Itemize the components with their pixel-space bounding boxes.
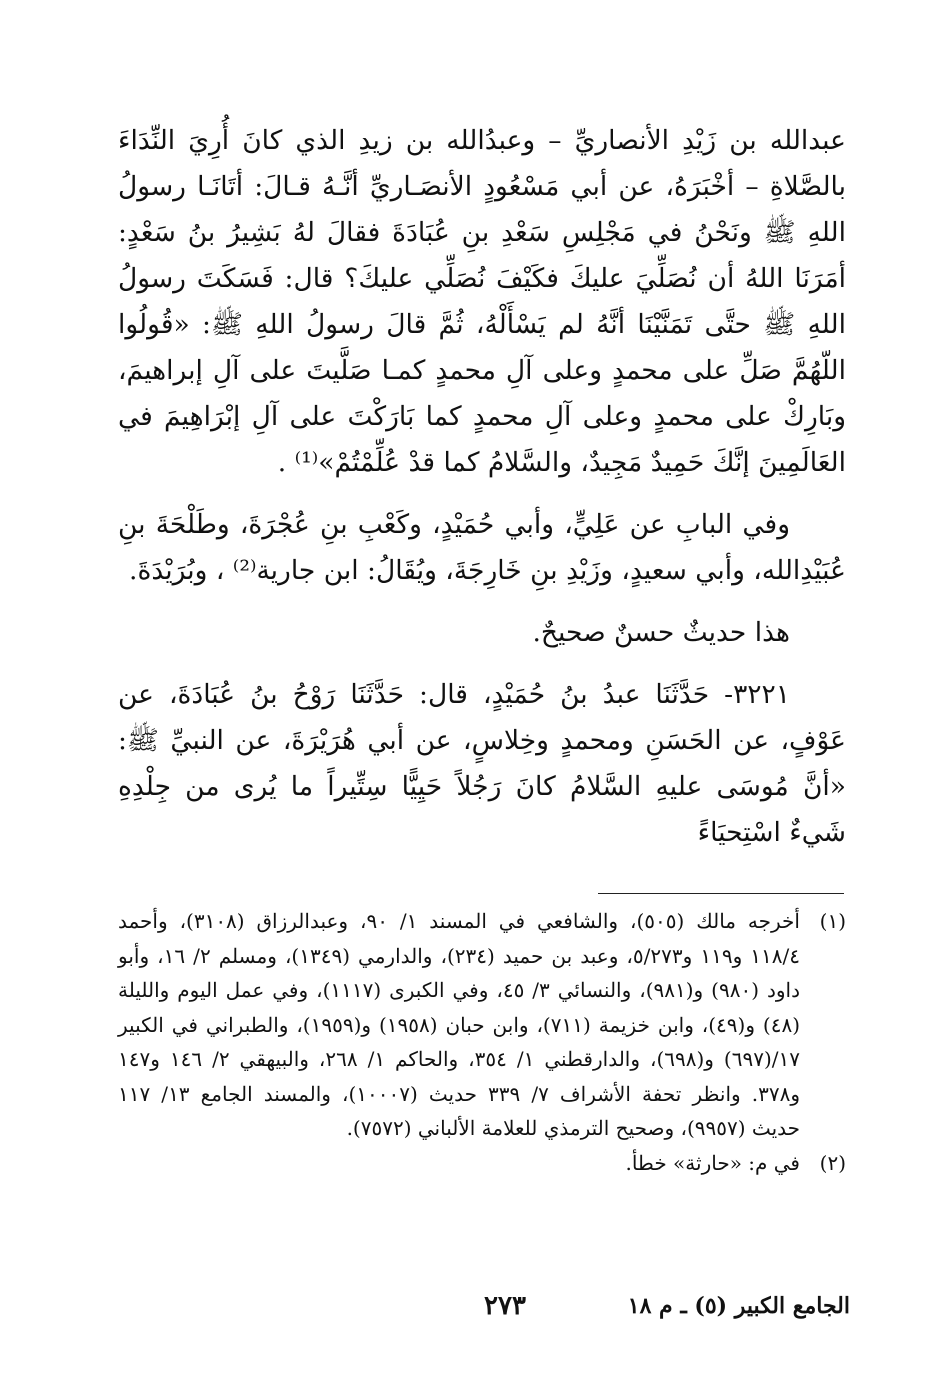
footnote-divider — [598, 893, 844, 894]
footnote-item — [118, 904, 846, 1146]
main-text — [118, 118, 846, 856]
paragraph-grading: هذا حديثٌ حسنٌ صحيحٌ. — [532, 617, 790, 648]
paragraph-hadith-3221: ٣٢٢١- حَدَّثَنَا عبدُ بنُ حُمَيْدٍ، قال: حَدَّثَنَا رَوْحُ بنُ عُبَادَةَ، عن عَوْفٍ، عن الحَسَنِ ومحمدٍ وخِلاسٍ، عن أبي هُرَيْرَةَ، عن النبيِّ ﷺ: «أنَّ مُوسَى عليهِ السَّلامُ كانَ رَجُلاً حَيِيًّا سِتِّيراً ما يُرى من جِلْدِهِ شَيءٌ اسْتِحيَاءً — [118, 679, 846, 848]
footnote-number: (٢) — [819, 1150, 846, 1175]
page-number: ٢٧٣ — [484, 1291, 526, 1321]
footnote-item — [118, 1146, 846, 1181]
page-footer — [110, 1286, 850, 1326]
footnote-text: في م: «حارثة» خطأ. — [625, 1150, 800, 1175]
footnote-number: (١) — [819, 909, 846, 933]
paragraph-hadith-salat: عبدالله بن زَيْدِ الأنصاريِّ – وعبدُالله بن زيدِ الذي كانَ أُرِيَ النِّدَاءَ بالصَّلاةِ – أخْبَرَهُ، عن أبي مَسْعُودٍ الأنصَـاريِّ أنَّـهُ قـالَ: أتَانَـا رسولُ اللهِ ﷺ ونَحْنُ في مَجْلِسِ سَعْدِ بنِ عُبَادَةَ فقالَ لهُ بَشِيرُ بنُ سَعْدٍ: أمَرَنَا اللهُ أن نُصَلِّيَ عليكَ فكَيْفَ نُصَلِّي عليكَ؟ قال: فَسَكَتَ رسولُ اللهِ ﷺ حتَّى تَمَنَّيْنَا أنَّهُ لم يَسْأَلْهُ، ثُمَّ قالَ رسولُ اللهِ ﷺ: «قُولُوا اللّهُمَّ صَلِّ على محمدٍ وعلى آلِ محمدٍ كمـا صَلَّيتَ على آلِ إبراهيمَ، وبَارِكْ على محمدٍ وعلى آلِ محمدٍ كما بَارَكْتَ على آلِ إبْرَاهِيمَ في العَالَمِينَ إنَّكَ حَمِيدٌ مَجِيدٌ، والسَّلامُ كما قدْ عُلِّمْتُمْ»⁽¹⁾ . — [118, 125, 846, 478]
footnote-text: أخرجه مالك (٥٠٥)، والشافعي في المسند ١/ ٩٠، وعبدالرزاق (٣١٠٨)، وأحمد ١١٨/٤ و١١٩ و٥/٢٧٣، وعبد بن حميد (٢٣٤)، والدارمي (١٣٤٩)، ومسلم ٢/ ١٦، وأبو داود (٩٨٠) و(٩٨١)، والنسائي ٣/ ٤٥، وفي الكبرى (١١١٧)، وفي عمل اليوم والليلة (٤٨) و(٤٩)، وابن خزيمة (٧١١)، وابن حبان (١٩٥٨) و(١٩٥٩)، والطبراني في الكبير ١٧/(٦٩٧) و(٦٩٨)، والدارقطني ١/ ٣٥٤، والحاكم ١/ ٢٦٨، والبيهقي ٢/ ١٤٦ و١٤٧ و٣٧٨. وانظر تحفة الأشراف ٧/ ٣٣٩ حديث (١٠٠٠٧)، والمسند الجامع ١٣/ ١١٧ حديث (٩٩٥٧)، وصحيح الترمذي للعلامة الألباني (٧٥٧٢). — [118, 909, 801, 1140]
footnotes — [118, 904, 846, 1180]
book-title: الجامع الكبير (٥) ـ م ١٨ — [627, 1293, 850, 1319]
paragraph-fil-bab: وفي البابِ عن عَلِيٍّ، وأبي حُمَيْدٍ، وكَعْبِ بنِ عُجْرَةَ، وطَلْحَةَ بنِ عُبَيْدِالله، وأبي سعيدٍ، وزَيْدِ بنِ خَارِجَةَ، ويُقَالُ: ابن جارية⁽²⁾ ، وبُرَيْدَةَ. — [118, 509, 846, 586]
